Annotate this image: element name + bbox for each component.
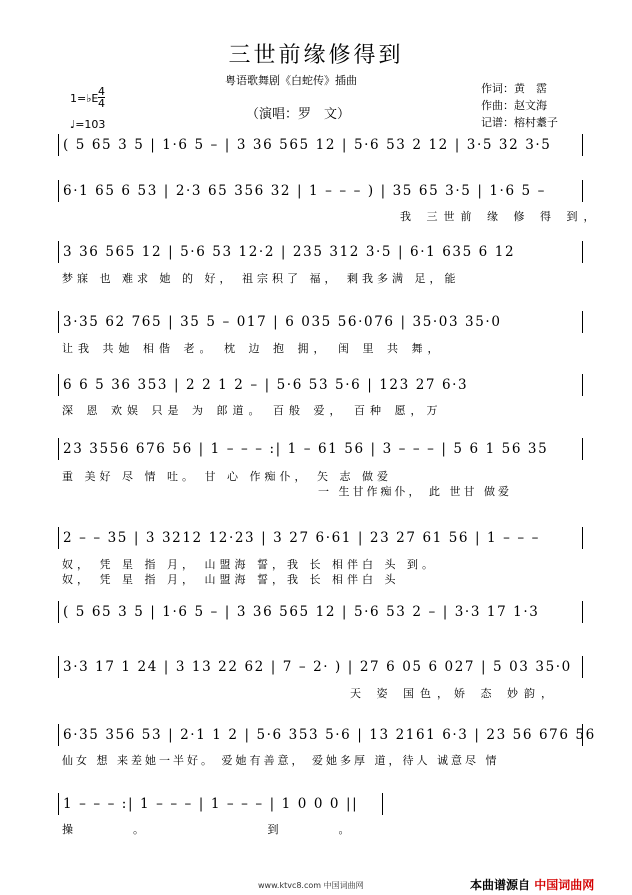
singer-credit: （演唱：罗 文）: [246, 107, 351, 122]
composer-credit: 作曲：赵文海: [481, 99, 547, 112]
lyric-line: 深 恩 欢娱 只是 为 郎道。 百般 爱， 百种 愿，万: [62, 404, 443, 417]
score-row: 23 3556 676 56 | 1 – – – :| 1 – 61 56 | 3 – – – | 5 6 1 56 35: [58, 438, 583, 460]
lyricist-credit: 作词：黄 霑: [481, 82, 547, 95]
footer-source-brand: 中国词曲网: [534, 878, 595, 892]
lyric-line: 奴， 凭 星 指 月， 山盟海 誓，我 长 相伴白 头: [62, 573, 400, 586]
score-row: 6·35 356 53 | 2·1 1 2 | 5·6 353 5·6 | 13 2161 6·3 | 23 56 676 56: [58, 724, 583, 746]
score-row: 3·35 62 765 | 35 5 – 017 | 6 035 56·076 | 35·03 35·0: [58, 311, 583, 333]
score-row: 6·1 65 6 53 | 2·3 65 356 32 | 1 – – – ) | 35 65 3·5 | 1·6 5 –: [58, 180, 583, 202]
footer-source-prefix: 本曲谱源自: [470, 878, 531, 892]
key-signature: 1=♭E: [70, 92, 99, 105]
score-row: ( 5 65 3 5 | 1·6 5 – | 3 36 565 12 | 5·6 53 2 – | 3·3 17 1·3: [58, 601, 583, 623]
lyric-line: 一 生甘作痴仆， 此 世甘 做爱: [318, 485, 512, 498]
lyric-line: 我 三世前 缘 修 得 到，: [400, 210, 601, 223]
lyric-line: 天 姿 国色，娇 态 妙韵，: [350, 687, 558, 700]
time-bottom: 4: [98, 97, 105, 110]
score-row: 1 – – – :| 1 – – – | 1 – – – | 1 0 0 0 ||: [58, 793, 383, 815]
score-row: 3 36 565 12 | 5·6 53 12·2 | 235 312 3·5 | 6·1 635 6 12: [58, 241, 583, 263]
lyric-line: 奴， 凭 星 指 月， 山盟海 誓，我 长 相伴白 头 到。: [62, 558, 437, 571]
lyric-line: 重 美好 尽 情 吐。 甘 心 作痴仆， 矢 志 做爱: [62, 470, 392, 483]
subtitle: 粤语歌舞剧《白蛇传》插曲: [225, 74, 357, 87]
score-row: 2 – – 35 | 3 3212 12·23 | 3 27 6·61 | 23 27 61 56 | 1 – – –: [58, 527, 583, 549]
time-signature: [98, 86, 105, 109]
lyric-line: 操。 到。: [62, 823, 410, 836]
score-row: 3·3 17 1 24 | 3 13 22 62 | 7 – 2· ) | 27 6 05 6 027 | 5 03 35·0: [58, 656, 583, 678]
transcriber-credit: 记谱：榕村耋子: [481, 116, 558, 129]
footer-source: [470, 876, 594, 893]
page-title: 三世前缘修得到: [228, 43, 404, 68]
score-row: 6 6 5 36 353 | 2 2 1 2 – | 5·6 53 5·6 | 123 27 6·3: [58, 374, 583, 396]
footer-site: www.ktvc8.com 中国词曲网: [258, 881, 364, 890]
lyric-line: 让我 共她 相偕 老。 枕 边 抱 拥， 闺 里 共 舞，: [62, 342, 444, 355]
tempo-mark: ♩=103: [70, 118, 106, 131]
time-top: 4: [98, 85, 105, 98]
lyric-line: 仙女 想 来差她一半好。 爱她有善意， 爱她多厚 道，待人 诚意尽 情: [62, 754, 500, 767]
score-row: ( 5 65 3 5 | 1·6 5 – | 3 36 565 12 | 5·6 53 2 12 | 3·5 32 3·5: [58, 134, 583, 156]
lyric-line: 梦寐 也 难求 她 的 好， 祖宗积了 福， 剩我多满 足，能: [62, 272, 460, 285]
